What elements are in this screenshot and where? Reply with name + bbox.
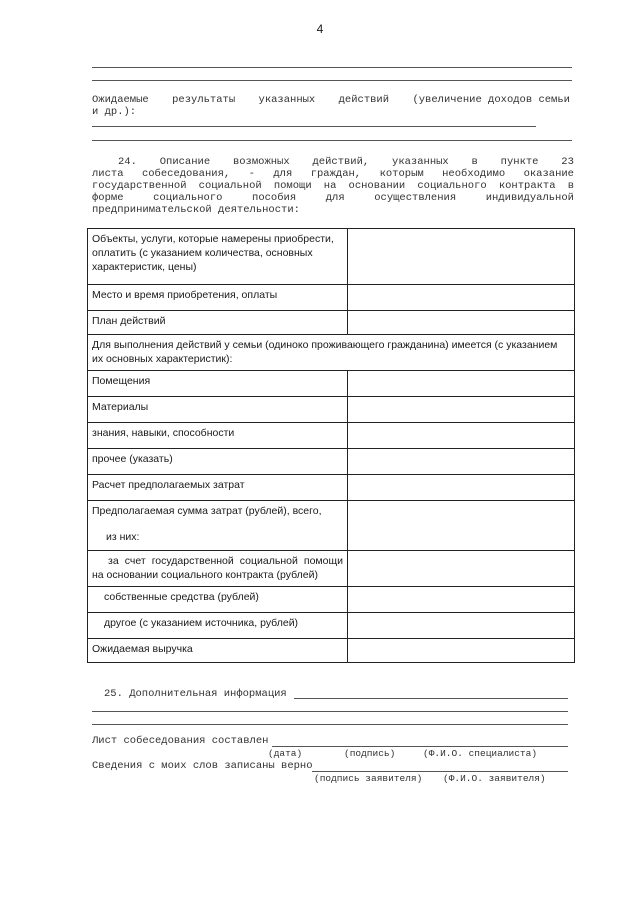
- value-cell[interactable]: [348, 475, 575, 501]
- of-which-label: из них:: [106, 531, 140, 543]
- applicant-name-caption: (Ф.И.О. заявителя): [443, 773, 546, 784]
- fill-line[interactable]: [92, 724, 568, 725]
- row-label-objects: Объекты, услуги, которые намерены приобрести, оплатить (с указанием количества, основных характеристик, цены): [88, 229, 348, 285]
- row-label-total-sum: [88, 501, 348, 551]
- table-row: [88, 475, 575, 501]
- sheet-compiled-label: Лист собеседования составлен: [92, 735, 269, 747]
- value-cell[interactable]: [348, 613, 575, 639]
- date-caption: (дата): [268, 748, 303, 759]
- table-row: [88, 613, 575, 639]
- fill-line: [92, 67, 572, 68]
- row-label-materials: Материалы: [88, 397, 348, 423]
- fill-line[interactable]: [92, 711, 568, 712]
- value-cell[interactable]: [348, 423, 575, 449]
- expected-results-line-1: Ожидаемые результаты указанных действий (увеличение доходов семьи: [92, 94, 570, 106]
- table-row: [88, 397, 575, 423]
- row-label-state-aid: за счет государственной социальной помощи на основании социального контракта (рублей): [88, 551, 348, 587]
- specialist-name-caption: (Ф.И.О. специалиста): [423, 748, 538, 759]
- value-cell[interactable]: [348, 285, 575, 311]
- table-row: [88, 551, 575, 587]
- fill-line: [92, 80, 572, 81]
- table-row: [88, 229, 575, 285]
- row-label-costs-calc: Расчет предполагаемых затрат: [88, 475, 348, 501]
- table-row: [88, 449, 575, 475]
- value-cell[interactable]: [348, 311, 575, 335]
- row-label-other-source: другое (с указанием источника, рублей): [88, 613, 348, 639]
- table-row: [88, 371, 575, 397]
- fill-line[interactable]: [294, 698, 568, 699]
- item24-line-1: 24. Описание возможных действий, указанных в пункте 23: [118, 156, 574, 168]
- value-cell[interactable]: [348, 397, 575, 423]
- item24-line-4: форме социального пособия для осуществления индивидуальной: [92, 192, 574, 204]
- value-cell[interactable]: [348, 587, 575, 613]
- value-cell[interactable]: [348, 501, 575, 551]
- fill-line[interactable]: [312, 771, 568, 772]
- table-row: [88, 311, 575, 335]
- action-plan-table: [87, 228, 575, 663]
- table-row: [88, 501, 575, 551]
- table-row: [88, 335, 575, 371]
- item25-label: 25. Дополнительная информация: [104, 688, 287, 700]
- fill-line: [92, 140, 572, 141]
- item24-line-2: листа собеседования, - для граждан, которым необходимо оказание: [92, 168, 574, 180]
- signature-caption: (подпись): [344, 748, 396, 759]
- row-label-revenue: Ожидаемая выручка: [88, 639, 348, 663]
- total-sum-label: Предполагаемая сумма затрат (рублей), всего,: [92, 505, 322, 517]
- table-row: [88, 285, 575, 311]
- table-row: [88, 639, 575, 663]
- value-cell[interactable]: [348, 449, 575, 475]
- applicant-signature-caption: (подпись заявителя): [314, 773, 423, 784]
- item24-line-5: предпринимательской деятельности:: [92, 204, 300, 216]
- fill-line[interactable]: [272, 746, 568, 747]
- row-label-plan: План действий: [88, 311, 348, 335]
- recorded-correctly-label: Сведения с моих слов записаны верно: [92, 760, 313, 772]
- expected-results-line-2: и др.):: [92, 106, 137, 118]
- table-row: [88, 587, 575, 613]
- row-label-family-has: Для выполнения действий у семьи (одиноко проживающего гражданина) имеется (с указанием их основных характеристик):: [88, 335, 575, 371]
- value-cell[interactable]: [348, 371, 575, 397]
- table-row: [88, 423, 575, 449]
- row-label-skills: знания, навыки, способности: [88, 423, 348, 449]
- row-label-premises: Помещения: [88, 371, 348, 397]
- value-cell[interactable]: [348, 639, 575, 663]
- page-number: 4: [316, 22, 324, 36]
- fill-line: [92, 126, 536, 127]
- row-label-other: прочее (указать): [88, 449, 348, 475]
- value-cell[interactable]: [348, 229, 575, 285]
- value-cell[interactable]: [348, 551, 575, 587]
- row-label-place-time: Место и время приобретения, оплаты: [88, 285, 348, 311]
- item24-line-3: государственной социальной помощи на основании социального контракта в: [92, 180, 574, 192]
- row-label-own-funds: собственные средства (рублей): [88, 587, 348, 613]
